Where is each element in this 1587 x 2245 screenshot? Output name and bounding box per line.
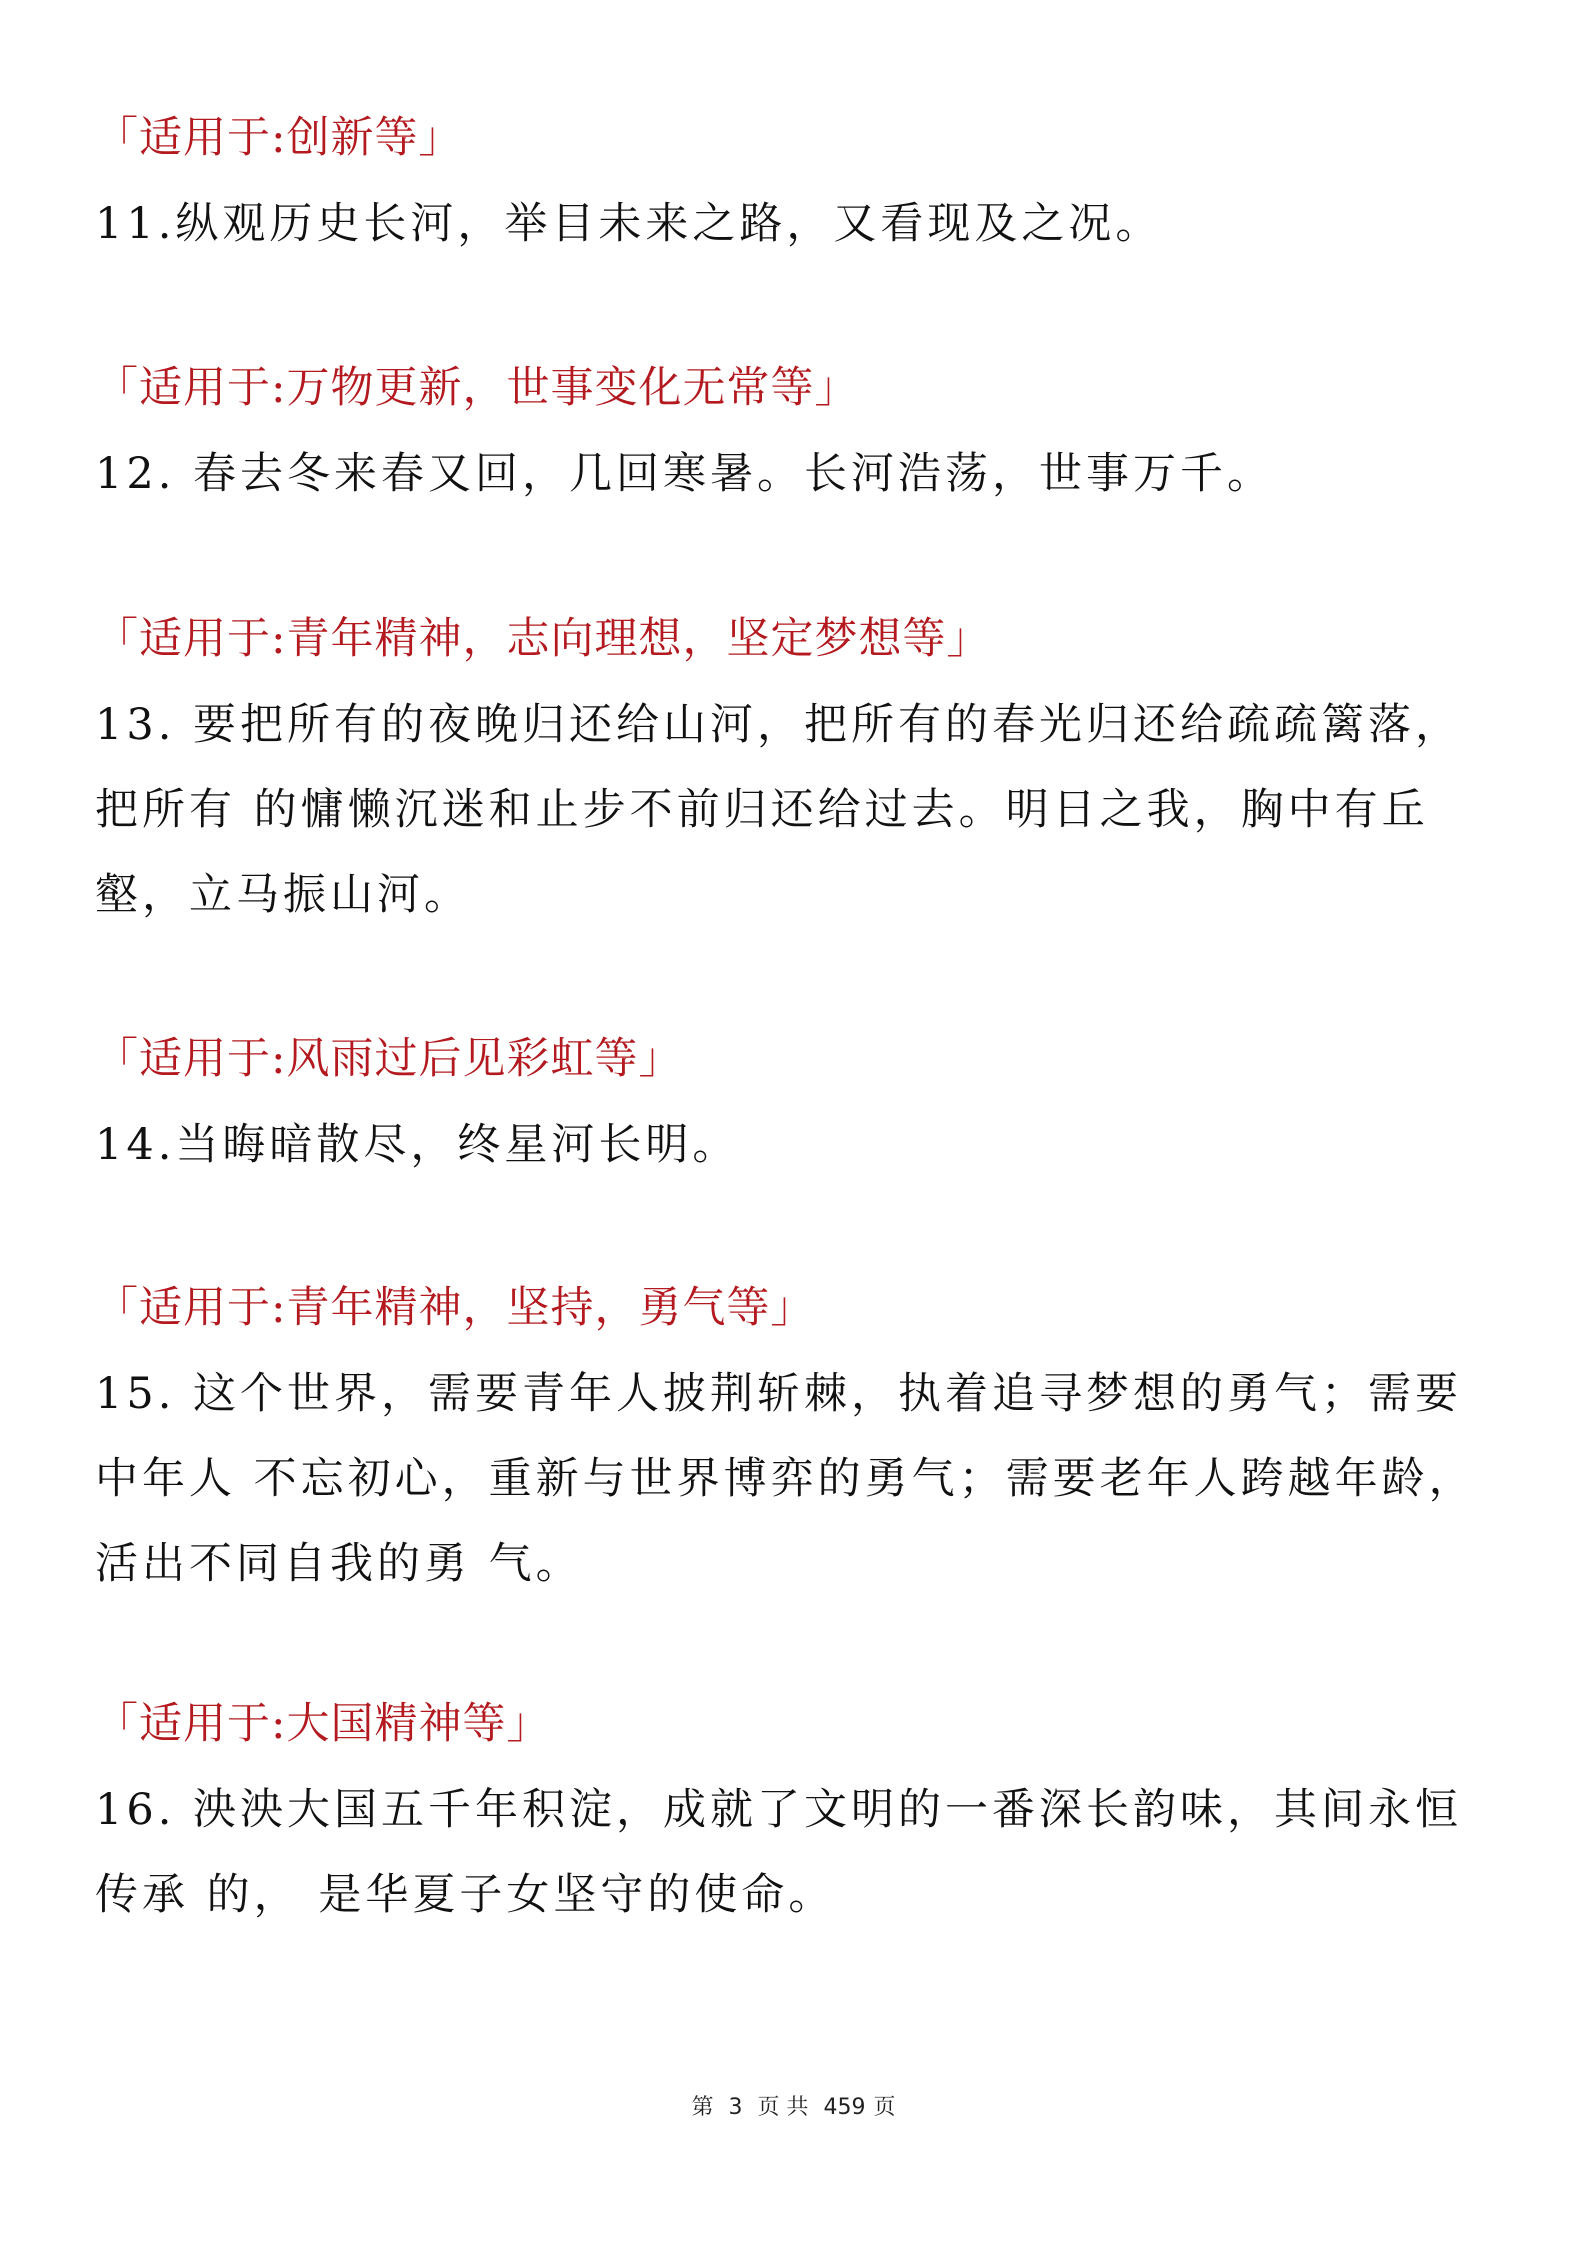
entry-text: 12. 春去冬来春又回，几回寒暑。长河浩荡，世事万千。: [95, 449, 1275, 499]
entry-15: [95, 1278, 1505, 1607]
footer-page-number: 3: [728, 2095, 743, 2120]
entry-13: [95, 609, 1505, 938]
applicable-tag: 「适用于:风雨过后见彩虹等」: [95, 1034, 683, 1084]
entry-text: 16. 泱泱大国五千年积淀，成就了文明的一番深长韵味，其间永恒传承 的， 是华夏子女坚守的使命。: [95, 1785, 1463, 1920]
footer-middle: 页 共: [757, 2095, 809, 2120]
applicable-tag: 「适用于:青年精神，坚持，勇气等」: [95, 1283, 815, 1333]
entry-text: 11.纵观历史长河，举目未来之路，又看现及之况。: [95, 199, 1163, 249]
entry-14: [95, 1029, 1505, 1188]
applicable-tag: 「适用于:创新等」: [95, 113, 463, 163]
footer-prefix: 第: [691, 2095, 714, 2120]
entry-text: 15. 这个世界，需要青年人披荆斩棘，执着追寻梦想的勇气；需要中年人 不忘初心，重新与世界博弈的勇气；需要老年人跨越年龄，活出不同自我的勇 气。: [95, 1369, 1476, 1589]
footer-suffix: 页: [873, 2095, 896, 2120]
entry-11: [95, 108, 1505, 267]
applicable-tag: 「适用于:万物更新，世事变化无常等」: [95, 363, 859, 413]
page-footer: [0, 2090, 1587, 2121]
entry-text: 13. 要把所有的夜晚归还给山河，把所有的春光归还给疏疏篱落，把所有 的慵懒沉迷和止步不前归还给过去。明日之我，胸中有丘壑，立马振山河。: [95, 700, 1463, 920]
entry-16: [95, 1694, 1505, 1938]
entry-text: 14.当晦暗散尽，终星河长明。: [95, 1120, 740, 1170]
applicable-tag: 「适用于:大国精神等」: [95, 1699, 551, 1749]
applicable-tag: 「适用于:青年精神，志向理想，坚定梦想等」: [95, 614, 991, 664]
footer-total-pages: 459: [823, 2095, 866, 2120]
entry-12: [95, 358, 1505, 517]
